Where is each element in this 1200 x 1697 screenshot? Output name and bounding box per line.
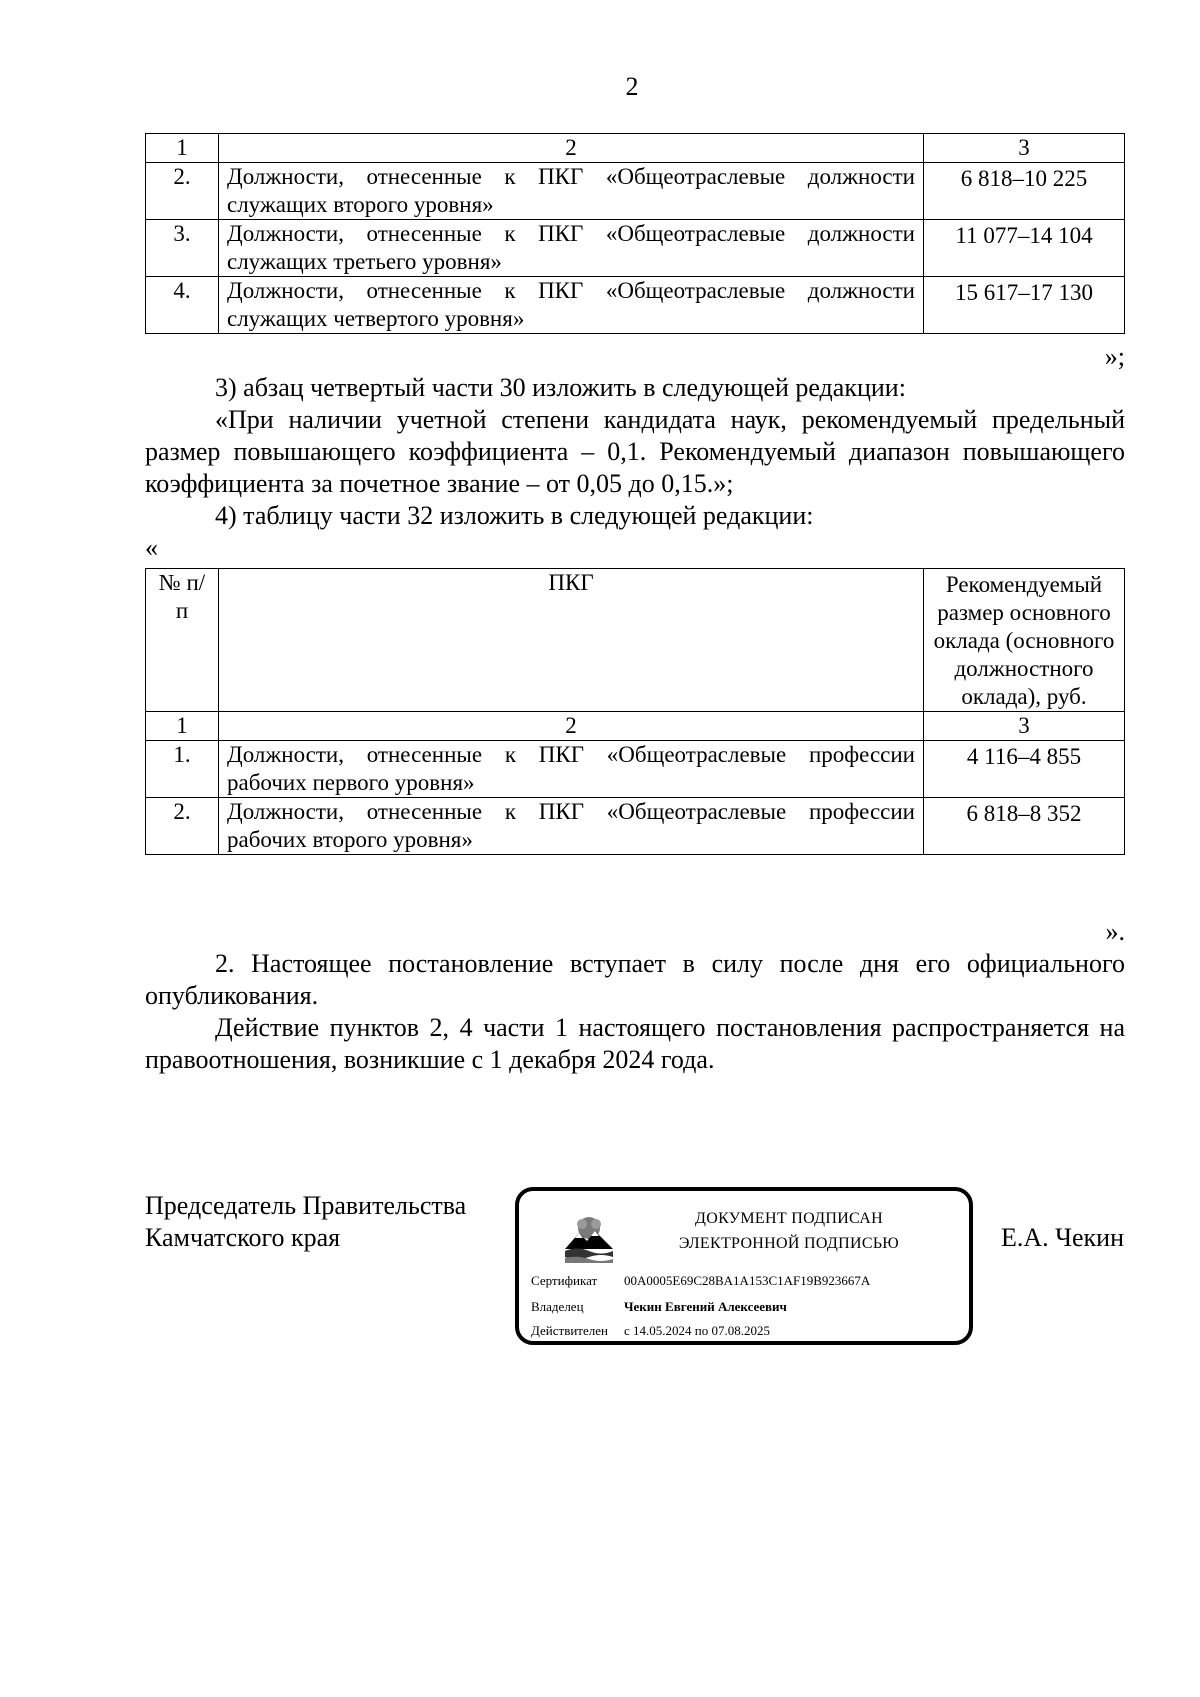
row-value: 6 818–10 225 xyxy=(924,163,1125,220)
column-header-pkg: ПКГ xyxy=(219,569,924,712)
table2-closing-quote: ». xyxy=(1105,917,1125,946)
row-value: 4 116–4 855 xyxy=(924,741,1125,798)
stamp-title xyxy=(639,1206,939,1256)
header-cell: 2 xyxy=(219,712,924,741)
table-column-header-row xyxy=(146,569,1125,712)
row-value: 6 818–8 352 xyxy=(924,798,1125,855)
paragraph-3: 3) абзац четвертый части 30 изложить в следующей редакции: xyxy=(215,373,906,402)
table-row xyxy=(146,741,1125,798)
validity-line xyxy=(531,1323,770,1339)
position-line-2: Камчатского края xyxy=(145,1223,341,1252)
electronic-signature-stamp xyxy=(515,1187,973,1345)
row-name: Должности, отнесенные к ПКГ «Общеотраслевые должности служащих четвертого уровня» xyxy=(219,277,924,334)
row-number: 1. xyxy=(146,741,219,798)
signatory-position xyxy=(145,1190,466,1254)
paragraph-action: Действие пунктов 2, 4 части 1 настоящего постановления распространяется на правоотношения, возникшие с 1 декабря 2024 года. xyxy=(145,1013,1125,1074)
table1-closing-quote: »; xyxy=(1104,342,1125,371)
header-cell: 2 xyxy=(219,134,924,163)
certificate-line xyxy=(531,1273,870,1289)
validity-value: с 14.05.2024 по 07.08.2025 xyxy=(624,1323,770,1338)
salary-table-1 xyxy=(145,133,1125,334)
paragraph-effective: 2. Настоящее постановление вступает в силу после дня его официального опубликования. xyxy=(145,949,1125,1010)
kamchatka-emblem-icon xyxy=(561,1211,617,1263)
header-cell: 3 xyxy=(924,712,1125,741)
salary-table-2 xyxy=(145,568,1125,855)
certificate-value: 00A0005E69C28BA1A153C1AF19B923667A xyxy=(624,1273,871,1288)
signatory-name: Е.А. Чекин xyxy=(1000,1223,1124,1252)
table-row xyxy=(146,798,1125,855)
header-cell: 3 xyxy=(924,134,1125,163)
header-cell: 1 xyxy=(146,712,219,741)
stamp-title-line-2: ЭЛЕКТРОННОЙ ПОДПИСЬЮ xyxy=(678,1235,900,1252)
owner-line xyxy=(531,1299,787,1315)
row-name: Должности, отнесенные к ПКГ «Общеотраслевые профессии рабочих первого уровня» xyxy=(219,741,924,798)
paragraph-3-quote: «При наличии учетной степени кандидата наук, рекомендуемый предельный размер повышающего коэффициента – 0,1. Рекомендуемый диапазон повышающего коэффициента за почетное звание – от 0,05 до 0,15.»; xyxy=(145,405,1125,498)
owner-value: Чекин Евгений Алексеевич xyxy=(624,1299,787,1314)
row-name: Должности, отнесенные к ПКГ «Общеотраслевые должности служащих второго уровня» xyxy=(219,163,924,220)
table-header-row xyxy=(146,712,1125,741)
column-header-salary: Рекомендуемый размер основного оклада (основного должностного оклада), руб. xyxy=(924,569,1125,712)
row-value: 15 617–17 130 xyxy=(924,277,1125,334)
position-line-1: Председатель Правительства xyxy=(145,1191,467,1220)
table-row xyxy=(146,220,1125,277)
row-number: 2. xyxy=(146,798,219,855)
row-value: 11 077–14 104 xyxy=(924,220,1125,277)
paragraph-4: 4) таблицу части 32 изложить в следующей редакции: xyxy=(215,501,814,530)
validity-label: Действителен xyxy=(531,1323,608,1338)
table-row xyxy=(146,163,1125,220)
table-row xyxy=(146,277,1125,334)
row-name: Должности, отнесенные к ПКГ «Общеотраслевые должности служащих третьего уровня» xyxy=(219,220,924,277)
owner-label: Владелец xyxy=(531,1299,584,1314)
row-number: 4. xyxy=(146,277,219,334)
page-number: 2 xyxy=(625,72,639,101)
header-cell: 1 xyxy=(146,134,219,163)
row-number: 2. xyxy=(146,163,219,220)
certificate-label: Сертификат xyxy=(531,1273,598,1288)
row-name: Должности, отнесенные к ПКГ «Общеотраслевые профессии рабочих второго уровня» xyxy=(219,798,924,855)
table-header-row xyxy=(146,134,1125,163)
open-quote: « xyxy=(145,533,158,562)
stamp-title-line-1: ДОКУМЕНТ ПОДПИСАН xyxy=(695,1210,883,1227)
column-header-number: № п/п xyxy=(146,569,219,712)
row-number: 3. xyxy=(146,220,219,277)
